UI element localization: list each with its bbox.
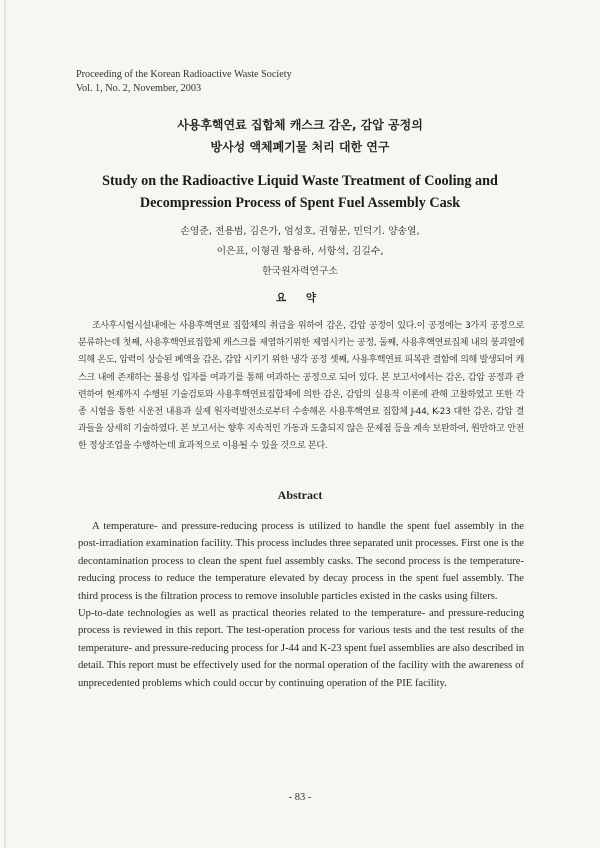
volume-line: Vol. 1, No. 2, November, 2003 [76, 83, 202, 94]
korean-abstract [78, 318, 524, 456]
english-abstract [78, 518, 524, 692]
korean-abstract-heading: 요 약 [276, 292, 324, 304]
page-number: - 83 - [288, 792, 312, 803]
abstract-paragraph: Up-to-date technologies as well as practical theories related to the temperature- and pressure-reducing process is reviewed in this report. The test-operation process for various tests and the test results of the temperature- and pressure-reducing process for J-44 and K-23 spent fuel assemblies are also described in detail. This report must be effectively used for the normal operation of the facility with the awareness of unprecedented problems which could occur by continuing operation of the PIE facility. [78, 608, 524, 689]
scan-edge [4, 0, 6, 848]
abstract-heading: Abstract [277, 488, 323, 502]
korean-abstract-text: 조사후시험시설내에는 사용후핵연료 집합체의 취급을 위하여 감온, 감압 공정이 있다.이 공정에는 3가지 공정으로 분류하는데 첫째, 사용후핵연료집합체 캐스크를 제염하기위한 제염시키는 공정, 둘째, 사용후핵연료집체 내의 붕괴열에 의해 온도, 압력이 상승된 폐액을 감온, 감압 시키기 위한 냉각 공정 셋째, 사용후핵연료 피복관 결함에 의해 발생되어 캐스크 내에 존재하는 불용성 입자를 여과기를 통해 여과하는 공정으로 되어 있다. 본 보고서에서는 감온, 감압 공정과 관련하여 현재까지 수행된 기술검토와 사용후핵연료집합체에 의한 감온, 감압의 실용적 이론에 관해 고찰하였고 또한 각종 시험을 통한 시운전 내용과 실제 원자력발전소로부터 수송해온 사용후핵연료 집합체 J-44, K-23 대한 감온, 감압 결과들을 상세히 기술하였다. 본 보고서는 향후 지속적인 가동과 도출되지 않은 문제점 등을 계속 보완하여, 원만하고 안전한 정상조업을 수행하는데 효과적으로 이용될 수 있을 것으로 본다. [78, 321, 524, 452]
abstract-paragraph: A temperature- and pressure-reducing process is utilized to handle the spent fuel assembly in the post-irradiation examination facility. This process includes three separated unit processes. First one is the decontamination process to clean the spent fuel assembly casks. The second process is the temperature-reducing process to reduce the temperature elevated by decay process in the spent fuel assembly. The third process is the filtration process to remove insoluble particles existed in the casks using filters. [78, 521, 524, 602]
english-title-line: Study on the Radioactive Liquid Waste Treatment of Cooling and [102, 173, 498, 189]
author-block [60, 222, 540, 282]
korean-title [60, 114, 540, 158]
korean-title-line: 사용후핵연료 집합체 캐스크 감온, 감압 공정의 [177, 118, 423, 132]
affiliation: 한국원자력연구소 [262, 266, 338, 277]
author-line: 이은표, 이형권 황용하, 서항석, 김길수, [216, 246, 384, 257]
proceeding-line: Proceeding of the Korean Radioactive Waste Society [76, 69, 292, 80]
proceeding-header [76, 68, 436, 96]
author-line: 손영준, 전용범, 김은가, 엄성호, 권형문, 민덕기. 양송열, [180, 226, 420, 237]
english-title-line: Decompression Process of Spent Fuel Assembly Cask [139, 195, 461, 211]
english-title [40, 170, 560, 214]
korean-title-line: 방사성 액체폐기물 처리 대한 연구 [210, 140, 390, 154]
